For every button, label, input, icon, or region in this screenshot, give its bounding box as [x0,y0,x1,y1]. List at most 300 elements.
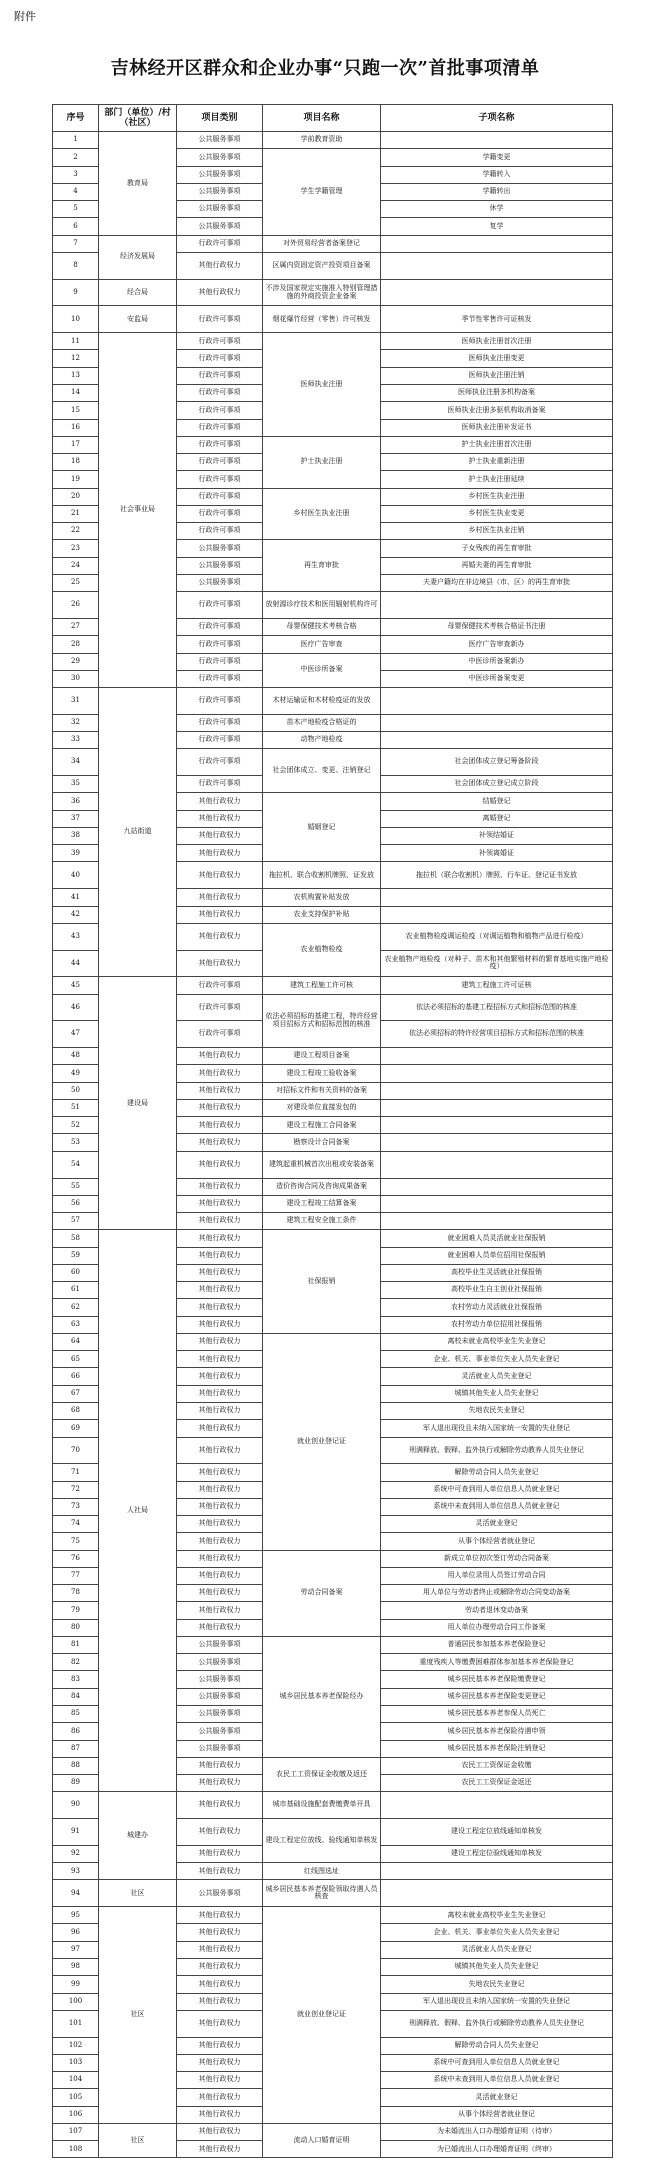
cell-index: 56 [53,1195,99,1212]
cell-index: 66 [53,1368,99,1385]
cell-project: 勘察设计合同备案 [263,1134,381,1151]
cell-subitem: 灵活就业人员失业登记 [381,1368,613,1385]
cell-category: 其他行政权力 [177,2141,263,2158]
cell-index: 35 [53,776,99,793]
cell-category: 行政许可事项 [177,523,263,540]
cell-subitem: 从事个体经营者就业登记 [381,1533,613,1550]
cell-project: 医师执业注册 [263,333,381,437]
cell-category: 其他行政权力 [177,1351,263,1368]
column-header-project: 项目名称 [263,105,381,132]
cell-project: 造价咨询合同及咨询成果备案 [263,1178,381,1195]
cell-category: 其他行政权力 [177,2037,263,2054]
table-row [53,306,613,333]
cell-project: 中医诊所备案 [263,653,381,688]
cell-index: 50 [53,1082,99,1099]
cell-index: 86 [53,1723,99,1740]
cell-index: 42 [53,906,99,923]
cell-index: 88 [53,1757,99,1774]
cell-subitem: 用人单位办理劳动合同工作备案 [381,1619,613,1636]
cell-index: 90 [53,1792,99,1819]
cell-category: 其他行政权力 [177,862,263,889]
cell-category: 其他行政权力 [177,827,263,844]
cell-subitem: 高校毕业生自主创业社保报销 [381,1282,613,1299]
cell-index: 36 [53,793,99,810]
cell-subitem: 用人单位与劳动者终止或解除劳动合同变动备案 [381,1585,613,1602]
cell-category: 其他行政权力 [177,1230,263,1247]
cell-subitem: 农民工工资保证金收缴 [381,1757,613,1774]
cell-index: 104 [53,2072,99,2089]
cell-subitem: 医师执业注册变更 [381,350,613,367]
cell-index: 2 [53,149,99,166]
cell-category: 公共服务事项 [177,1654,263,1671]
cell-project: 区属内资固定资产投资项目备案 [263,252,381,279]
cell-category: 行政许可事项 [177,977,263,994]
cell-index: 60 [53,1264,99,1281]
cell-index: 70 [53,1437,99,1464]
cell-subitem: 补领离婚证 [381,845,613,862]
cell-category: 其他行政权力 [177,1117,263,1134]
cell-index: 79 [53,1602,99,1619]
cell-index: 3 [53,166,99,183]
cell-subitem: 夫妻户籍均在非边境县（市、区）的再生育审批 [381,574,613,591]
cell-index: 43 [53,923,99,950]
cell-category: 其他行政权力 [177,1333,263,1350]
cell-category: 行政许可事项 [177,776,263,793]
cell-subitem: 农村劳动力灵活就业社保报销 [381,1299,613,1316]
cell-category: 其他行政权力 [177,1282,263,1299]
cell-project: 木材运输证和木材检疫证的发放 [263,688,381,715]
cell-category: 其他行政权力 [177,252,263,279]
cell-index: 103 [53,2054,99,2071]
cell-project: 建设工程项目备案 [263,1048,381,1065]
cell-subitem: 结婚登记 [381,793,613,810]
cell-category: 行政许可事项 [177,367,263,384]
cell-category: 公共服务事项 [177,1880,263,1907]
cell-index: 11 [53,333,99,350]
cell-subitem: 城镇其他失业人员失业登记 [381,1385,613,1402]
cell-subitem [381,1065,613,1082]
cell-index: 78 [53,1585,99,1602]
cell-subitem: 系统中可查到用人单位信息人员就业登记 [381,1481,613,1498]
item-list-table-container [52,104,612,2158]
table-body [53,132,613,2158]
cell-category: 公共服务事项 [177,540,263,557]
cell-project: 就业创业登记证 [263,1333,381,1550]
cell-index: 21 [53,505,99,522]
cell-subitem: 失地农民失业登记 [381,1402,613,1419]
cell-index: 102 [53,2037,99,2054]
cell-index: 108 [53,2141,99,2158]
cell-index: 33 [53,732,99,749]
cell-project: 对招标文件和有关资料的备案 [263,1082,381,1099]
cell-index: 10 [53,306,99,333]
cell-index: 75 [53,1533,99,1550]
cell-project: 建设工程竣工验收备案 [263,1065,381,1082]
cell-category: 行政许可事项 [177,402,263,419]
table-row [53,1907,613,1924]
cell-subitem: 军人退出现役且未纳入国家统一安置的失业登记 [381,1420,613,1437]
cell-subitem: 普通居民参加基本养老保险登记 [381,1636,613,1653]
cell-subitem: 解除劳动合同人员失业登记 [381,2037,613,2054]
cell-category: 其他行政权力 [177,1585,263,1602]
cell-index: 93 [53,1863,99,1880]
cell-project: 社会团体成立、变更、注销登记 [263,749,381,793]
cell-category: 行政许可事项 [177,454,263,471]
cell-index: 37 [53,810,99,827]
cell-category: 其他行政权力 [177,1247,263,1264]
cell-category: 行政许可事项 [177,670,263,687]
cell-category: 其他行政权力 [177,1402,263,1419]
cell-index: 17 [53,436,99,453]
cell-index: 31 [53,688,99,715]
cell-category: 行政许可事项 [177,636,263,653]
cell-index: 96 [53,1924,99,1941]
cell-department: 城建办 [99,1792,177,1880]
cell-subitem [381,1213,613,1230]
cell-subitem [381,906,613,923]
cell-category: 行政许可事项 [177,1021,263,1048]
cell-subitem: 农民工工资保证金返还 [381,1775,613,1792]
cell-category: 其他行政权力 [177,1065,263,1082]
cell-index: 49 [53,1065,99,1082]
cell-index: 26 [53,592,99,619]
cell-category: 公共服务事项 [177,132,263,149]
cell-project: 护士执业注册 [263,436,381,488]
cell-index: 23 [53,540,99,557]
cell-category: 行政许可事项 [177,385,263,402]
column-header-department: 部门（单位）/村（社区） [99,105,177,132]
column-header-category: 项目类别 [177,105,263,132]
cell-index: 82 [53,1654,99,1671]
cell-department: 经合局 [99,279,177,306]
cell-index: 6 [53,218,99,235]
cell-index: 64 [53,1333,99,1350]
cell-category: 其他行政权力 [177,1151,263,1178]
cell-project: 学生学籍管理 [263,149,381,235]
cell-project: 农民工工资保证金收缴及返还 [263,1757,381,1792]
cell-index: 45 [53,977,99,994]
cell-category: 公共服务事项 [177,166,263,183]
table-row [53,1792,613,1819]
cell-project: 依法必须招标的基建工程，特许经营项目招标方式和招标范围的核准 [263,994,381,1048]
cell-category: 其他行政权力 [177,1099,263,1116]
cell-subitem: 灵活就业登记 [381,2089,613,2106]
cell-subitem [381,1151,613,1178]
cell-index: 84 [53,1688,99,1705]
cell-category: 其他行政权力 [177,1863,263,1880]
cell-index: 81 [53,1636,99,1653]
cell-index: 4 [53,183,99,200]
cell-index: 24 [53,557,99,574]
cell-project: 建筑工程安全施工条件 [263,1213,381,1230]
cell-subitem: 从事个体经营者就业登记 [381,2106,613,2123]
cell-index: 107 [53,2123,99,2140]
cell-subitem [381,1099,613,1116]
cell-subitem: 中医诊所备案新办 [381,653,613,670]
cell-category: 其他行政权力 [177,1976,263,1993]
cell-subitem: 城镇其他失业人员失业登记 [381,1959,613,1976]
cell-index: 20 [53,488,99,505]
cell-subitem [381,235,613,252]
cell-category: 其他行政权力 [177,1213,263,1230]
cell-subitem: 建筑工程施工许可证核 [381,977,613,994]
cell-project: 建筑工程施工许可核 [263,977,381,994]
cell-index: 106 [53,2106,99,2123]
cell-index: 1 [53,132,99,149]
cell-index: 68 [53,1402,99,1419]
cell-subitem: 企业、机关、事业单位失业人员失业登记 [381,1924,613,1941]
cell-index: 61 [53,1282,99,1299]
cell-subitem: 复学 [381,218,613,235]
cell-subitem [381,1117,613,1134]
cell-project: 再生育审批 [263,540,381,592]
cell-project: 对建设单位直接发包的 [263,1099,381,1116]
cell-project: 流动人口婚育证明 [263,2123,381,2158]
cell-index: 48 [53,1048,99,1065]
cell-project: 烟花爆竹经营（零售）许可核发 [263,306,381,333]
cell-index: 9 [53,279,99,306]
cell-department: 人社局 [99,1230,177,1792]
cell-subitem: 社会团体成立登记筹备阶段 [381,749,613,776]
cell-category: 其他行政权力 [177,1481,263,1498]
cell-project: 社保报销 [263,1230,381,1334]
cell-project: 婚姻登记 [263,793,381,862]
cell-subitem: 系统中未查到用人单位信息人员就业登记 [381,1498,613,1515]
table-row [53,2123,613,2140]
cell-subitem: 再婚夫妻的再生育审批 [381,557,613,574]
cell-subitem: 医师执业注册补发证书 [381,419,613,436]
cell-subitem: 建设工程定位验线通知单核发 [381,1845,613,1862]
cell-index: 97 [53,1941,99,1958]
cell-category: 公共服务事项 [177,557,263,574]
cell-category: 其他行政权力 [177,1195,263,1212]
cell-category: 行政许可事项 [177,436,263,453]
cell-department: 社区 [99,1907,177,2124]
cell-subitem: 补领结婚证 [381,827,613,844]
column-header-index: 序号 [53,105,99,132]
cell-subitem [381,132,613,149]
cell-index: 91 [53,1819,99,1846]
cell-category: 其他行政权力 [177,923,263,950]
cell-index: 51 [53,1099,99,1116]
cell-department: 教育局 [99,132,177,236]
cell-project: 学前教育资助 [263,132,381,149]
cell-subitem: 中医诊所备案变更 [381,670,613,687]
cell-category: 公共服务事项 [177,574,263,591]
cell-index: 77 [53,1567,99,1584]
cell-index: 13 [53,367,99,384]
cell-subitem: 刑满释放、假释、监外执行或解除劳动教养人员失业登记 [381,1437,613,1464]
cell-index: 85 [53,1706,99,1723]
cell-subitem: 农业植物产地检疫（对种子、苗木和其他繁殖材料的繁育基地实施产地检疫） [381,950,613,977]
cell-department: 社会事业局 [99,333,177,688]
cell-category: 其他行政权力 [177,1959,263,1976]
cell-category: 其他行政权力 [177,1420,263,1437]
cell-index: 98 [53,1959,99,1976]
cell-index: 30 [53,670,99,687]
cell-project: 红线图选址 [263,1863,381,1880]
cell-project: 苗木产地检疫合格证的 [263,714,381,731]
cell-subitem: 乡村医生执业注销 [381,523,613,540]
cell-category: 其他行政权力 [177,1498,263,1515]
cell-category: 其他行政权力 [177,2010,263,2037]
table-row [53,132,613,149]
cell-subitem: 为未婚流出人口办理婚育证明（待审） [381,2123,613,2140]
cell-subitem: 农业植物检疫调运检疫（对调运植物和植物产品进行检疫） [381,923,613,950]
cell-subitem: 护士执业重新注册 [381,454,613,471]
cell-index: 63 [53,1316,99,1333]
cell-category: 其他行政权力 [177,1550,263,1567]
cell-subitem: 灵活就业人员失业登记 [381,1941,613,1958]
cell-department: 社区 [99,1880,177,1907]
cell-subitem: 医师执业注册多驱机构取消备案 [381,402,613,419]
cell-project: 就业创业登记证 [263,1907,381,2124]
cell-index: 12 [53,350,99,367]
cell-department: 建设局 [99,977,177,1230]
cell-category: 行政许可事项 [177,505,263,522]
cell-subitem [381,714,613,731]
cell-category: 其他行政权力 [177,1082,263,1099]
cell-index: 95 [53,1907,99,1924]
cell-category: 行政许可事项 [177,732,263,749]
cell-project: 农业支持保护补贴 [263,906,381,923]
cell-subitem: 社会团体成立登记成立阶段 [381,776,613,793]
cell-category: 其他行政权力 [177,1178,263,1195]
cell-category: 行政许可事项 [177,994,263,1021]
cell-index: 27 [53,618,99,635]
cell-project: 动物产地检疫 [263,732,381,749]
cell-category: 其他行政权力 [177,1907,263,1924]
cell-subitem: 依法必须招标的特许经营项目招标方式和招标范围的核准 [381,1021,613,1048]
cell-index: 28 [53,636,99,653]
cell-index: 83 [53,1671,99,1688]
cell-project: 劳动合同备案 [263,1550,381,1636]
cell-subitem [381,1863,613,1880]
cell-subitem: 城乡居民基本养老参保人员死亡 [381,1706,613,1723]
table-row [53,235,613,252]
cell-category: 行政许可事项 [177,350,263,367]
cell-subitem [381,1178,613,1195]
cell-category: 行政许可事项 [177,235,263,252]
cell-category: 其他行政权力 [177,2106,263,2123]
cell-index: 58 [53,1230,99,1247]
cell-category: 行政许可事项 [177,488,263,505]
cell-index: 16 [53,419,99,436]
table-row [53,333,613,350]
table-row [53,1880,613,1907]
cell-category: 公共服务事项 [177,1706,263,1723]
cell-index: 44 [53,950,99,977]
cell-category: 其他行政权力 [177,845,263,862]
cell-index: 46 [53,994,99,1021]
cell-index: 65 [53,1351,99,1368]
cell-subitem: 母婴保健技术考核合格证书注册 [381,618,613,635]
cell-subitem: 护士执业注册首次注册 [381,436,613,453]
cell-category: 其他行政权力 [177,1299,263,1316]
cell-category: 其他行政权力 [177,1819,263,1846]
cell-project: 建设工程施工合同备案 [263,1117,381,1134]
cell-project: 放射源诊疗技术和医用辐射机构许可 [263,592,381,619]
cell-subitem: 休学 [381,201,613,218]
cell-index: 40 [53,862,99,889]
cell-category: 其他行政权力 [177,1602,263,1619]
cell-category: 其他行政权力 [177,1048,263,1065]
cell-subitem: 重度残疾人等缴费困难群体参加基本养老保险登记 [381,1654,613,1671]
cell-department: 社区 [99,2123,177,2158]
cell-subitem: 护士执业注册延续 [381,471,613,488]
cell-index: 39 [53,845,99,862]
cell-subitem [381,1880,613,1907]
cell-index: 14 [53,385,99,402]
column-header-subitem: 子项名称 [381,105,613,132]
cell-category: 其他行政权力 [177,810,263,827]
cell-subitem: 城乡居民基本养老保险变更登记 [381,1688,613,1705]
cell-category: 其他行政权力 [177,1437,263,1464]
cell-index: 80 [53,1619,99,1636]
cell-index: 38 [53,827,99,844]
cell-subitem: 医师执业注册注销 [381,367,613,384]
cell-project: 建设工程竣工结算备案 [263,1195,381,1212]
table-header-row [53,105,613,132]
cell-subitem: 学籍变更 [381,149,613,166]
cell-index: 57 [53,1213,99,1230]
cell-subitem: 城乡居民基本养老保险缴费登记 [381,1671,613,1688]
cell-category: 其他行政权力 [177,1368,263,1385]
cell-index: 72 [53,1481,99,1498]
cell-category: 公共服务事项 [177,1723,263,1740]
cell-category: 公共服务事项 [177,149,263,166]
cell-index: 74 [53,1516,99,1533]
cell-index: 55 [53,1178,99,1195]
cell-project: 乡村医生执业注册 [263,488,381,540]
cell-category: 其他行政权力 [177,1264,263,1281]
cell-project: 不涉及国家规定实施准入特别管理措施的外商投资企业备案 [263,279,381,306]
cell-subitem: 离婚登记 [381,810,613,827]
cell-category: 行政许可事项 [177,688,263,715]
cell-index: 54 [53,1151,99,1178]
cell-index: 5 [53,201,99,218]
cell-category: 公共服务事项 [177,1688,263,1705]
cell-index: 87 [53,1740,99,1757]
cell-category: 其他行政权力 [177,1941,263,1958]
cell-subitem: 就业困难人员灵活就业社保报销 [381,1230,613,1247]
cell-index: 67 [53,1385,99,1402]
cell-subitem [381,1048,613,1065]
cell-category: 行政许可事项 [177,618,263,635]
cell-subitem: 子女残疾的再生育审批 [381,540,613,557]
cell-subitem: 乡村医生执业注册 [381,488,613,505]
table-row [53,279,613,306]
cell-category: 行政许可事项 [177,419,263,436]
cell-department: 九站街道 [99,688,177,977]
cell-index: 101 [53,2010,99,2037]
cell-index: 100 [53,1993,99,2010]
cell-project: 建设工程定位放线、验线通知单核发 [263,1819,381,1863]
cell-category: 其他行政权力 [177,793,263,810]
cell-index: 41 [53,889,99,906]
cell-index: 34 [53,749,99,776]
cell-subitem: 依法必须招标的基建工程招标方式和招标范围的核准 [381,994,613,1021]
cell-subitem: 就业困难人员单位招用社保报销 [381,1247,613,1264]
cell-department: 安监局 [99,306,177,333]
cell-project: 城乡居民基本养老保险经办 [263,1636,381,1757]
attachment-label: 附件 [14,10,36,23]
cell-category: 行政许可事项 [177,471,263,488]
cell-subitem: 建设工程定位放线通知单核发 [381,1819,613,1846]
cell-index: 105 [53,2089,99,2106]
cell-project: 对外贸易经营者备案登记 [263,235,381,252]
cell-subitem: 系统中可查到用人单位信息人员就业登记 [381,2054,613,2071]
